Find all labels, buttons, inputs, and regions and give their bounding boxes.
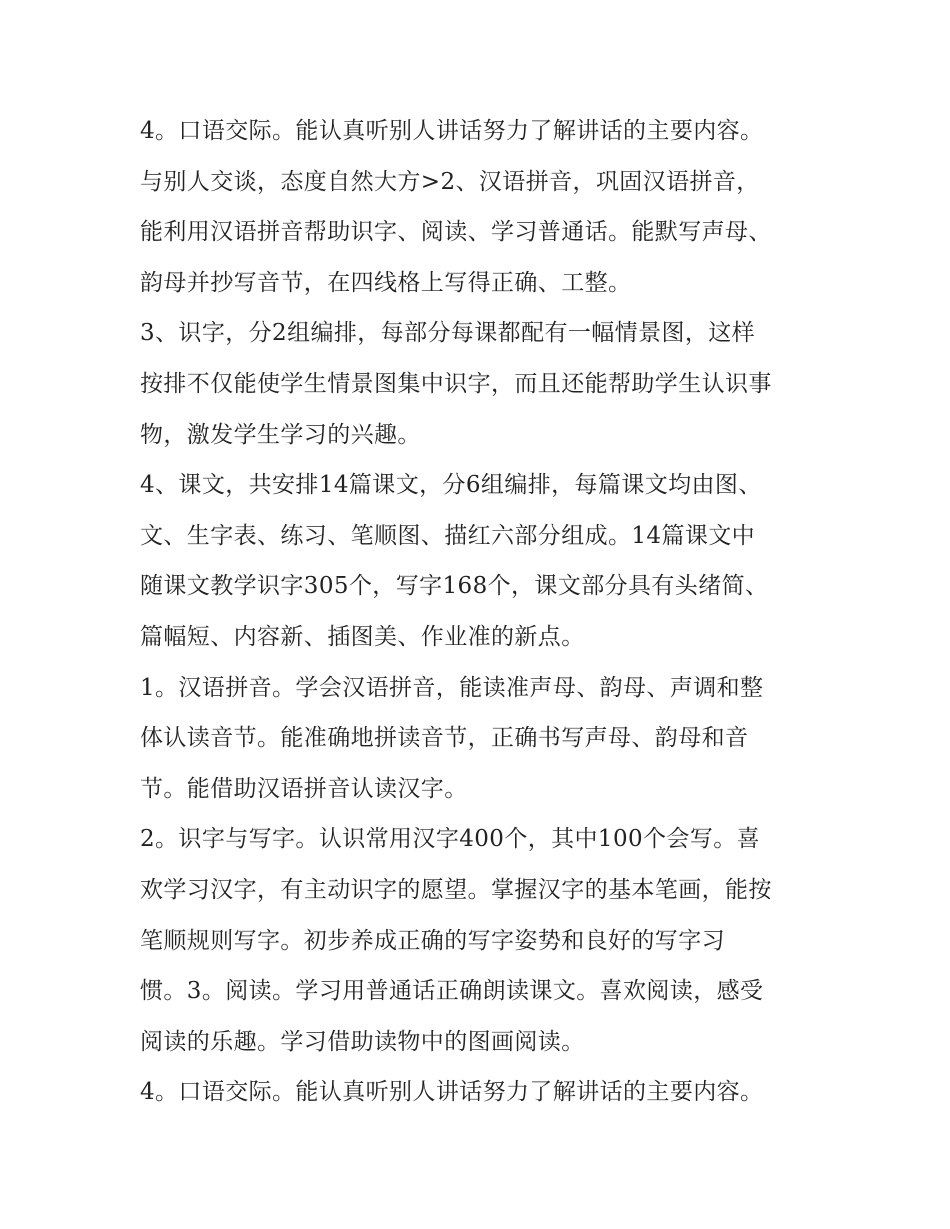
text-line: 4、课文，共安排14篇课文，分6组编排，每篇课文均由图、 [140, 472, 762, 499]
text-line: 按排不仅能使学生情景图集中识字，而且还能帮助学生认识事 [140, 370, 772, 397]
text-line: 随课文教学识字305个，写字168个，课文部分具有头绪简、 [140, 573, 769, 600]
text-line: 篇幅短、内容新、插图美、作业准的新点。 [140, 623, 585, 650]
text-line: 韵母并抄写音节，在四线格上写得正确、工整。 [140, 269, 632, 296]
text-line: 与别人交谈，态度自然大方>2、汉语拼音，巩固汉语拼音， [140, 168, 760, 195]
text-line: 体认读音节。能准确地拼读音节，正确书写声母、韵母和音 [140, 725, 749, 752]
text-line: 3、识字，分2组编排，每部分每课都配有一幅情景图，这样 [140, 320, 756, 347]
document-body [140, 106, 830, 1118]
text-line: 惯。3。阅读。学习用普通话正确朗读课文。喜欢阅读，感受 [140, 978, 764, 1005]
text-line: 4。口语交际。能认真听别人讲话努力了解讲话的主要内容。 [140, 118, 764, 144]
text-line: 4。口语交际。能认真听别人讲话努力了解讲话的主要内容。 [140, 1079, 764, 1106]
text-line: 阅读的乐趣。学习借助读物中的图画阅读。 [140, 1028, 585, 1055]
text-line: 欢学习汉字，有主动识字的愿望。掌握汉字的基本笔画，能按 [140, 876, 772, 903]
text-line: 文、生字表、练习、笔顺图、描红六部分组成。14篇课文中 [140, 522, 756, 549]
text-line: 能利用汉语拼音帮助识字、阅读、学习普通话。能默写声母、 [140, 219, 772, 246]
text-line: 2。识字与写字。认识常用汉字400个，其中100个会写。喜 [140, 826, 761, 853]
text-line: 笔顺规则写字。初步养成正确的写字姿势和良好的写字习 [140, 927, 725, 954]
text-line: 1。汉语拼音。学会汉语拼音，能读准声母、韵母、声调和整 [140, 674, 764, 701]
text-line: 节。能借助汉语拼音认读汉字。 [140, 775, 468, 802]
text-line: 物，激发学生学习的兴趣。 [140, 421, 421, 448]
